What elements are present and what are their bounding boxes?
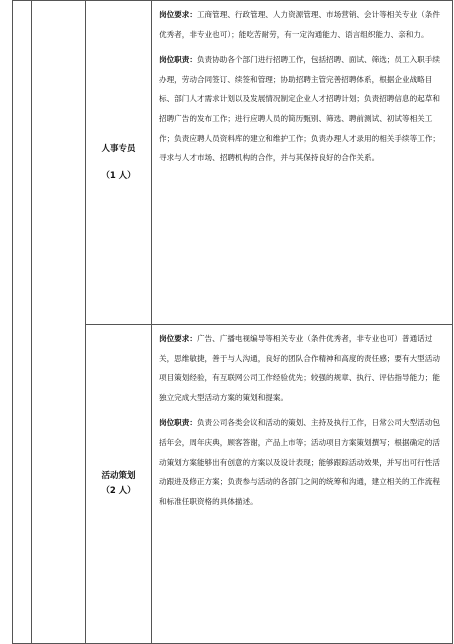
requirements-paragraph: [159, 5, 446, 44]
requirements-paragraph: [159, 329, 446, 407]
table-row: [13, 1, 453, 325]
position-headcount: （2 人）: [101, 486, 136, 496]
position-title-cell: [86, 1, 152, 325]
position-title: 人事专员: [101, 143, 136, 154]
duties-label: 岗位职责：: [159, 418, 197, 428]
position-description-cell: [152, 1, 453, 325]
requirements-label: 岗位要求：: [159, 10, 197, 19]
requirements-label: 岗位要求：: [159, 334, 197, 343]
duties-text: 负责公司各类会议和活动的策划、主持及执行工作，日常公司大型活动包括年会，周年庆典，顾客答谢，产品上市等；活动项目方案策划撰写；根据确定的活动策划方案能够出有创意的方案以及设计表现；能够跟踪活动效果，并写出可行性活动跟进及修正方案；负责参与活动的各部门之间的统筹和沟通，建立相关的工作流程和标准任职资格的具体描述。: [159, 418, 440, 506]
requirements-text: 广告、广播电视编导等相关专业（条件优秀者，非专业也可）普通话过关，思维敏捷，善于与人沟通，良好的团队合作精神和高度的责任感；要有大型活动项目策划经验，有互联网公司工作经验优先；较强的规章、执行、评估指导能力；能独立完成大型活动方案的策划和提案。: [159, 334, 440, 402]
position-title-cell: [86, 325, 152, 644]
empty-cell: [13, 1, 32, 644]
position-title: 活动策划: [101, 471, 136, 481]
duties-text: 负责协助各个部门进行招聘工作，包括招聘、面试、筛选；员工入职手续办理，劳动合同签订、续签和管理；协助招聘主管完善招聘体系，根据企业战略目标、部门人才需求计划以及发展情况制定企业人才招聘计划；负责招聘信息的起草和招聘广告的发布工作；进行应聘人员的简历甄别、筛选、聘前测试、初试等相关工作；负责应聘人员资料库的建立和维护工作；负责办理人才录用的相关手续等工作；寻求与人才市场、招聘机构的合作，并与其保持良好的合作关系。: [159, 55, 440, 163]
job-positions-table: [12, 0, 453, 644]
requirements-text: 工商管理、行政管理、人力资源管理、市场营销、会计等相关专业（条件优秀者，非专业也可）；能吃苦耐劳，有一定沟通能力、语言组织能力、亲和力。: [159, 10, 440, 39]
duties-paragraph: [159, 50, 446, 168]
empty-cell: [32, 1, 86, 644]
duties-label: 岗位职责：: [159, 55, 197, 65]
duties-paragraph: [159, 413, 446, 511]
position-description-cell: [152, 325, 453, 644]
position-headcount: （1 人）: [101, 170, 136, 181]
